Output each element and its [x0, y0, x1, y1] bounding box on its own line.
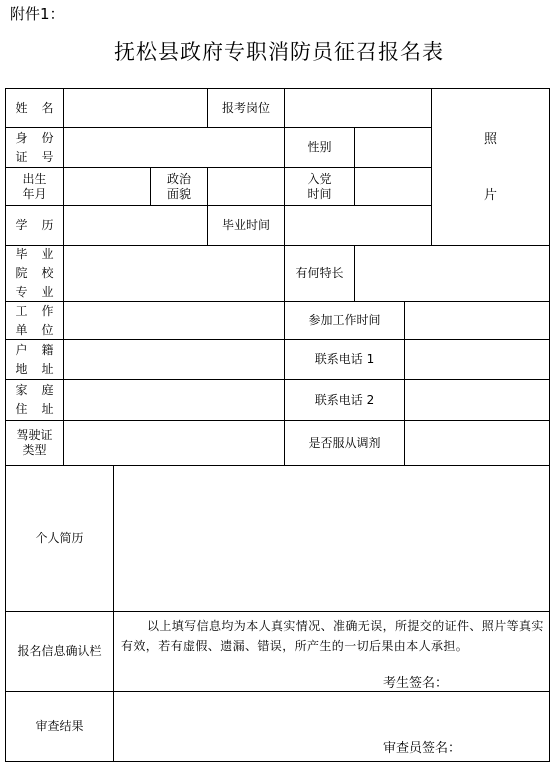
review-field[interactable]: [114, 692, 550, 762]
phone1-field[interactable]: [405, 340, 550, 380]
adjust-label: 是否服从调剂: [285, 421, 405, 466]
candidate-signature-label: 考生签名：: [383, 676, 449, 691]
huji-address-field[interactable]: [64, 340, 285, 380]
birth-field[interactable]: [64, 168, 151, 206]
resume-field[interactable]: [114, 466, 550, 612]
position-field[interactable]: [285, 88, 432, 128]
review-label: 审查结果: [5, 692, 114, 762]
reviewer-signature-label: 审查员签名：: [383, 741, 462, 756]
political-label: 政治 面貌: [151, 168, 208, 206]
photo-label-2: 片: [483, 187, 497, 203]
education-field[interactable]: [64, 206, 208, 246]
work-unit-label: 工 作 单 位: [5, 302, 64, 340]
id-number-field[interactable]: [64, 128, 285, 168]
confirm-label: 报名信息确认栏: [5, 612, 114, 692]
education-label: 学 历: [5, 206, 64, 246]
political-field[interactable]: [208, 168, 285, 206]
specialty-label: 有何特长: [285, 246, 355, 302]
school-major-label: 毕 业 院 校 专 业: [5, 246, 64, 302]
name-field[interactable]: [64, 88, 208, 128]
phone2-label: 联系电话 2: [285, 380, 405, 421]
specialty-field[interactable]: [355, 246, 550, 302]
work-time-field[interactable]: [405, 302, 550, 340]
party-time-label: 入党 时间: [285, 168, 355, 206]
annex-label: 附件1：: [10, 5, 65, 23]
name-label: 姓 名: [5, 88, 64, 128]
confirm-statement: 以上填写信息均为本人真实情况、准确无误，所提交的证件、照片等真实有效，若有虚假、遗漏、错误，所产生的一切后果由本人承担。: [121, 619, 544, 653]
adjust-field[interactable]: [405, 421, 550, 466]
phone1-label: 联系电话 1: [285, 340, 405, 380]
birth-label: 出生 年月: [5, 168, 64, 206]
grad-time-field[interactable]: [285, 206, 432, 246]
resume-label: 个人简历: [5, 466, 114, 612]
work-time-label: 参加工作时间: [285, 302, 405, 340]
photo-box[interactable]: [432, 88, 550, 246]
license-type-field[interactable]: [64, 421, 285, 466]
gender-label: 性别: [285, 128, 355, 168]
form-title: 抚松县政府专职消防员征召报名表: [114, 40, 444, 64]
party-time-field[interactable]: [355, 168, 432, 206]
phone2-field[interactable]: [405, 380, 550, 421]
home-address-label: 家 庭 住 址: [5, 380, 64, 421]
work-unit-field[interactable]: [64, 302, 285, 340]
license-type-label: 驾驶证 类型: [5, 421, 64, 466]
gender-field[interactable]: [355, 128, 432, 168]
position-label: 报考岗位: [208, 88, 285, 128]
id-number-label: 身 份 证 号: [5, 128, 64, 168]
huji-address-label: 户 籍 地 址: [5, 340, 64, 380]
photo-label-1: 照: [483, 131, 497, 147]
grad-time-label: 毕业时间: [208, 206, 285, 246]
home-address-field[interactable]: [64, 380, 285, 421]
school-major-field[interactable]: [64, 246, 285, 302]
